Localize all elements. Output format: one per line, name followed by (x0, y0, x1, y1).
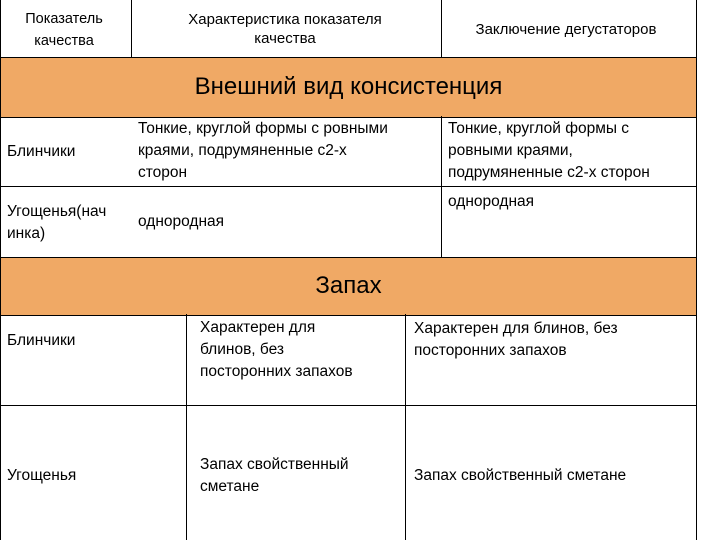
header-quality-indicator: Показатель качества (25, 11, 103, 49)
section2-divider-1 (186, 314, 187, 540)
row-pancakes-smell-name: Блинчики (7, 332, 76, 349)
row-pancakes-name: Блинчики (7, 143, 76, 160)
row-treats-smell-name: Угощенья (7, 467, 77, 484)
section2-divider-2 (405, 314, 406, 540)
table-left-border (0, 0, 1, 540)
row-pancakes-smell-conclusion: Характерен для блинов, без посторонних запахов (414, 320, 618, 359)
section-title-appearance: Внешний вид консистенция (194, 73, 503, 100)
header-tasters-conclusion: Заключение дегустаторов (475, 21, 657, 38)
row-pancakes-smell-characteristic: Характерен для блинов, без посторонних запахов (200, 319, 353, 380)
section1-row-divider (0, 186, 697, 187)
row-pancakes-conclusion: Тонкие, круглой формы с ровными краями, подрумяненные с2-х сторон (448, 120, 650, 181)
row-treats-smell-characteristic: Запах свойственный сметане (200, 456, 349, 495)
section2-row-divider (0, 405, 697, 406)
row-treats-smell-conclusion: Запах свойственный сметане (414, 467, 627, 484)
section-title-smell: Запах (315, 272, 382, 299)
row-treats-filling-characteristic: однородная (138, 213, 225, 230)
row-pancakes-characteristic: Тонкие, круглой формы с ровными краями, подрумяненные с2-х сторон (138, 120, 388, 181)
header-characteristic: Характеристика показателя качества (188, 11, 382, 47)
header-divider-2 (441, 0, 442, 57)
row-treats-filling-name: Угощенья(нач инка) (7, 203, 107, 242)
table-right-border (696, 0, 697, 540)
row-treats-filling-conclusion: однородная (448, 193, 535, 210)
header-divider-1 (131, 0, 132, 57)
